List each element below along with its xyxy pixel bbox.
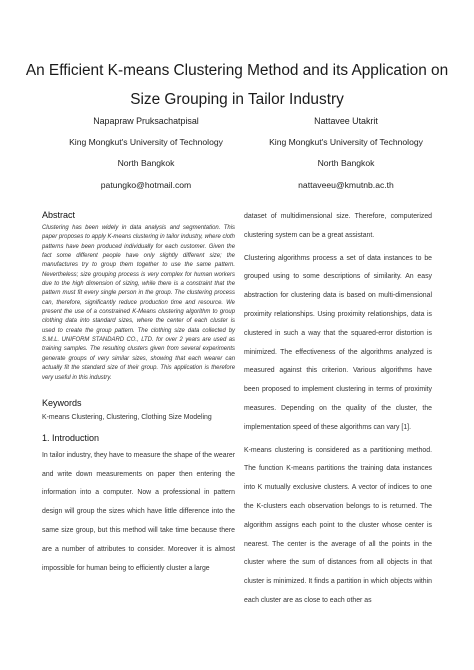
author-affiliation: King Mongkut's University of Technology [69,136,223,147]
author-name: Napapraw Pruksachatpisal [93,116,199,126]
paper-title: An Efficient K-means Clustering Method and its Application on Size Grouping in Tailor Industry [25,62,449,108]
abstract-heading: Abstract [42,210,76,220]
body-paragraph: K-means clustering is considered as a partitioning method. The function K-means partitions the training data instances into K mutually exclusive clusters. A vector of indices to one the K-clusters each observation belongs to is returned. The algorithm assigns each point to the cluster whose center is nearest. The center is the average of all the points in the cluster where the sum of distances from all objects in that cluster is minimized. It finds a partition in which objects within each cluster are as close to each other as [244,446,432,604]
keywords-text: K-means Clustering, Clustering, Clothing Size Modeling [42,413,212,421]
body-paragraph: Clustering algorithms process a set of data instances to be grouped using to some descriptions of similarity. An easy abstraction for clustering data is based on multi-dimensional proximity relationships. Using proximity relationships, data is clustered in such a way that the squared-error distortion is minimized. The effectiveness of the algorithms analyzed is measured against this criterion. Various algorithms have been proposed to implement clustering in terms of proximity measures. Depending on the quality of the cluster, the implementation speed of these algorithms can vary [1]. [244,254,432,431]
author-block-2 [256,116,436,201]
author-email: patungko@hotmail.com [100,179,192,190]
right-column [244,208,432,611]
introduction-text: In tailor industry, they have to measure the shape of the wearer and write down measurements on paper then entering the information into a computer. Now a professional in pattern design will group the sizes which have little difference into the same size group, but this method will take time because there are a number of attributes to consider. Moreover it is almost impossible for human being to efficiently cluster a large [42,451,235,572]
author-email: nattaveeu@kmutnb.ac.th [298,179,394,190]
body-paragraph: dataset of multidimensional size. Therefore, computerized clustering system can be a great assistant. [244,213,432,239]
abstract-text: Clustering has been widely in data analysis and segmentation. This paper proposes to apply K-means clustering in tailor industry, where cloth patterns have been produced individually for each customer. Given the fact some different people have only slightly different size; the manufactures try to group them together to use the same pattern. Nevertheless; size grouping process is very complex for human workers due to the high dimension of sizing, while there is a constraint that the pattern must fit every single person in the group. The clustering process can, therefore, significantly reduce production time and resource. We present the use of a constrained K-Means clustering algorithm to group clothing data into standard sizes, where the center of each cluster is used to create the group pattern. The clothing size data collected by S.M.L. UNIFORM STANDARD CO., LTD. for over 2 years are used as training samples. The resulting clusters given from several experiments generate groups of very similar sizes, showing that each wearer can actually fit the standard size of their group. This application is therefore very useful in this industry. [42,225,235,381]
left-column [42,210,235,578]
author-affiliation: King Mongkut's University of Technology [269,136,423,147]
introduction-heading: 1. Introduction [42,432,100,443]
author-location: North Bangkok [117,158,175,168]
author-location: North Bangkok [317,158,375,168]
keywords-heading: Keywords [42,397,82,408]
author-name: Nattavee Utakrit [314,116,378,126]
author-block-1 [58,116,234,201]
